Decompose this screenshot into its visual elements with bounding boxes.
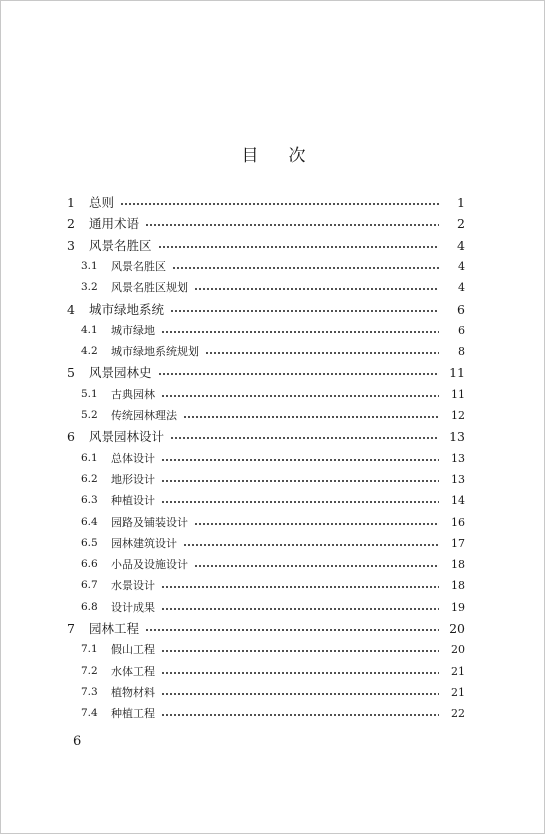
toc-entry-number: 3 (67, 237, 75, 253)
toc-entry-page: 20 (449, 620, 465, 636)
toc-entry-page: 13 (451, 472, 465, 486)
dot-leader (120, 203, 439, 205)
toc-entry[interactable] (81, 598, 465, 616)
toc-entry-page: 11 (449, 364, 465, 380)
toc-entry-label: 风景园林设计 (89, 429, 165, 444)
dot-leader (161, 480, 439, 482)
toc-entry[interactable] (81, 278, 465, 296)
toc-entry[interactable] (81, 683, 465, 701)
toc-entry-label: 传统园林理法 (111, 409, 177, 422)
dot-leader (161, 501, 439, 503)
toc-entry-number: 6.3 (81, 494, 98, 506)
toc-entry-page: 14 (451, 493, 465, 507)
toc-entry-page: 13 (451, 451, 465, 465)
toc-entry-label: 园林建筑设计 (111, 537, 177, 550)
toc-entry-label: 园林工程 (89, 621, 140, 636)
dot-leader (161, 714, 439, 716)
toc-entry-label: 小品及设施设计 (111, 558, 188, 571)
toc-entry-number: 6.4 (81, 516, 98, 528)
toc-entry-number: 5 (67, 364, 75, 380)
dot-leader (194, 288, 439, 290)
toc-entry-number: 4.1 (81, 324, 98, 336)
toc-entry-label: 城市绿地系统规划 (111, 345, 199, 358)
dot-leader (170, 310, 439, 312)
toc-entry-label: 地形设计 (111, 473, 155, 486)
toc-entry-label: 城市绿地 (111, 324, 155, 337)
dot-leader (205, 352, 439, 354)
toc-entry-number: 6 (67, 428, 75, 444)
dot-leader (161, 395, 439, 397)
dot-leader (161, 693, 439, 695)
toc-entry[interactable] (81, 555, 465, 573)
toc-entry-page: 17 (451, 536, 465, 550)
toc-entry-label: 水景设计 (111, 579, 155, 592)
toc-entry-number: 4.2 (81, 345, 98, 357)
toc-entry-label: 城市绿地系统 (89, 302, 165, 317)
dot-leader (158, 373, 439, 375)
dot-leader (145, 629, 439, 631)
toc-entry-number: 7.2 (81, 665, 98, 677)
dot-leader (161, 459, 439, 461)
toc-entry-number: 6.5 (81, 537, 98, 549)
dot-leader (161, 586, 439, 588)
toc-entry[interactable] (81, 491, 465, 509)
toc-entry-page: 2 (457, 215, 465, 231)
toc-entry-number: 6.2 (81, 473, 98, 485)
dot-leader (161, 331, 439, 333)
page-number: 6 (73, 734, 82, 749)
toc-entry[interactable] (67, 193, 465, 211)
toc-entry-page: 8 (458, 344, 465, 358)
toc-entry-page: 11 (451, 387, 465, 401)
toc-entry-label: 风景名胜区规划 (111, 281, 188, 294)
toc-entry-number: 7.4 (81, 707, 98, 719)
toc-entry-page: 20 (451, 642, 465, 656)
toc-entry[interactable] (67, 300, 465, 318)
dot-leader (158, 246, 439, 248)
toc-entry-page: 18 (451, 578, 465, 592)
toc-entry-number: 6.1 (81, 452, 98, 464)
toc-entry-label: 植物材料 (111, 686, 155, 699)
toc-entry-page: 21 (451, 685, 465, 699)
toc-entry-label: 种植工程 (111, 707, 155, 720)
dot-leader (161, 650, 439, 652)
dot-leader (161, 608, 439, 610)
toc-entry-page: 19 (451, 600, 465, 614)
toc-entry-label: 种植设计 (111, 494, 155, 507)
toc-entry[interactable] (67, 363, 465, 381)
toc-entry-number: 5.1 (81, 388, 98, 400)
toc-entry[interactable] (81, 513, 465, 531)
toc-entry-page: 16 (451, 515, 465, 529)
toc-entry-label: 风景名胜区 (89, 238, 152, 253)
dot-leader (161, 672, 439, 674)
toc-entry-number: 6.7 (81, 579, 98, 591)
toc-entry[interactable] (81, 640, 465, 658)
toc-entry[interactable] (81, 576, 465, 594)
toc-entry-page: 4 (457, 237, 465, 253)
toc-entry-number: 5.2 (81, 409, 98, 421)
toc-entry-label: 水体工程 (111, 665, 155, 678)
dot-leader (183, 416, 439, 418)
toc-entry-label: 总体设计 (111, 452, 155, 465)
toc-entry-label: 通用术语 (89, 216, 140, 231)
toc-entry-number: 6.6 (81, 558, 98, 570)
toc-entry[interactable] (81, 406, 465, 424)
toc-entry-page: 6 (457, 301, 465, 317)
toc-entry-page: 1 (457, 194, 465, 210)
toc-entry[interactable] (67, 427, 465, 445)
toc-entry[interactable] (67, 619, 465, 637)
toc-entry[interactable] (81, 385, 465, 403)
toc-entry-label: 总则 (89, 195, 115, 210)
toc-entry[interactable] (81, 449, 465, 467)
toc-entry-number: 7.1 (81, 643, 98, 655)
toc-entry[interactable] (81, 257, 465, 275)
toc-entry[interactable] (81, 534, 465, 552)
toc-entry[interactable] (81, 704, 465, 722)
dot-leader (183, 544, 439, 546)
toc-entry[interactable] (81, 342, 465, 360)
dot-leader (170, 437, 439, 439)
toc-entry-number: 7.3 (81, 686, 98, 698)
toc-entry-page: 4 (458, 280, 465, 294)
toc-entry-number: 1 (67, 194, 75, 210)
toc-entry-label: 古典园林 (111, 388, 155, 401)
dot-leader (172, 267, 439, 269)
page-title: 目次 (241, 146, 336, 166)
dot-leader (194, 523, 439, 525)
toc-entry-number: 3.1 (81, 260, 98, 272)
toc-entry-number: 2 (67, 215, 75, 231)
toc-entry-page: 21 (451, 664, 465, 678)
toc-entry-label: 风景园林史 (89, 365, 152, 380)
toc-entry-label: 风景名胜区 (111, 260, 166, 273)
toc-entry-number: 4 (67, 301, 75, 317)
dot-leader (194, 565, 439, 567)
toc-entry-page: 13 (449, 428, 465, 444)
toc-entry[interactable] (81, 470, 465, 488)
toc-entry-label: 设计成果 (111, 601, 155, 614)
toc-entry[interactable] (81, 321, 465, 339)
toc-entry-page: 4 (458, 259, 465, 273)
toc-entry-label: 园路及铺装设计 (111, 516, 188, 529)
dot-leader (145, 224, 439, 226)
toc-entry-number: 6.8 (81, 601, 98, 613)
toc-entry[interactable] (67, 214, 465, 232)
toc-entry-page: 18 (451, 557, 465, 571)
toc-entry-label: 假山工程 (111, 643, 155, 656)
toc-entry-number: 7 (67, 620, 75, 636)
toc-entry-page: 6 (458, 323, 465, 337)
toc-entry-page: 12 (451, 408, 465, 422)
toc-entry-number: 3.2 (81, 281, 98, 293)
toc-entry-page: 22 (451, 706, 465, 720)
toc-entry[interactable] (67, 236, 465, 254)
toc-entry[interactable] (81, 662, 465, 680)
